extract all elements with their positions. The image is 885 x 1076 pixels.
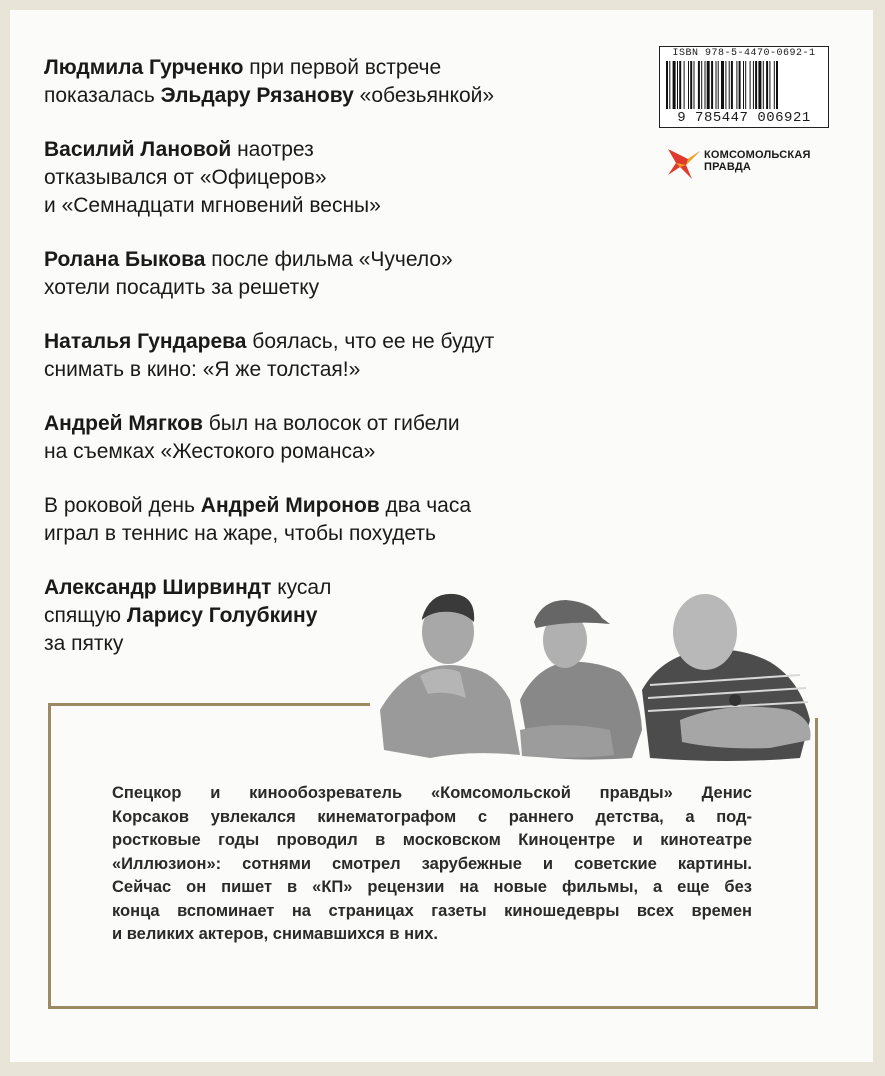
author-bio [112, 782, 752, 947]
barcode-bar [690, 61, 692, 109]
person-name: Ролана Быкова [44, 248, 206, 271]
barcode-bar [725, 61, 726, 109]
fact-line [44, 246, 604, 274]
barcode-bar [763, 61, 764, 109]
fact-text: на съемках «Жестокого романса» [44, 440, 376, 463]
bio-line: Сейчас он пишет в «КП» рецензии на новые фильмы, а еще без [112, 878, 752, 896]
fact-text: «обезьянкой» [353, 84, 495, 107]
fact-line [44, 274, 604, 302]
fact-line [44, 356, 604, 384]
bio-line: «Иллюзион»: сотнями смотрел зарубежные и советские картины. [112, 854, 752, 873]
fact-text: В роковой день [44, 494, 201, 517]
barcode-bar [701, 61, 702, 109]
barcode-bar [739, 61, 741, 109]
fact-item [44, 410, 604, 466]
barcode-bar [736, 61, 737, 109]
fact-text: был на волосок от гибели [202, 412, 460, 435]
barcode-bar [731, 61, 733, 109]
barcode-bar [774, 61, 775, 109]
bio-line: и великих актеров, снимавшихся в них. [112, 925, 439, 943]
actors-photo [370, 580, 820, 780]
bio-line: ростковые годы проводил в московском Киноцентре и кинотеатре [112, 831, 752, 849]
fact-item [44, 54, 604, 110]
fact-text: боялась, что ее не будут [246, 330, 495, 353]
fact-line [44, 520, 604, 548]
fact-line [44, 410, 604, 438]
barcode-bar [707, 61, 710, 109]
fact-item [44, 328, 604, 384]
logo-line1: КОМСОМОЛЬСКАЯ [704, 149, 811, 161]
fact-text: спящую [44, 604, 127, 627]
barcode-bar [673, 61, 676, 109]
fact-text: два часа [379, 494, 472, 517]
person-name: Василий Лановой [44, 138, 232, 161]
fact-text: показалась [44, 84, 161, 107]
fact-line [44, 328, 604, 356]
fact-line [44, 164, 604, 192]
barcode-bar [666, 61, 668, 109]
logo-text [704, 149, 811, 173]
barcode-bar [718, 61, 719, 109]
barcode-bar [688, 61, 689, 109]
kp-star-icon [666, 145, 702, 181]
fact-item [44, 246, 604, 302]
barcode-bar [753, 61, 754, 109]
fact-text: кусал [271, 576, 332, 599]
barcode-bar [716, 61, 717, 109]
person-name: Александр Ширвиндт [44, 576, 272, 599]
barcode-bar [705, 61, 706, 109]
barcode-bar [729, 61, 730, 109]
fact-text: наотрез [231, 138, 314, 161]
publisher-logo [666, 143, 826, 183]
barcode-bar [750, 61, 751, 109]
barcode-bar [743, 61, 744, 109]
fact-item [44, 136, 604, 220]
barcode-bar [755, 61, 757, 109]
bio-line: Спецкор и кинообозреватель «Комсомольской правды» Денис [112, 784, 752, 802]
person-name: Андрей Миронов [200, 494, 380, 517]
person-name: Людмила Гурченко [44, 56, 244, 79]
barcode-bar [698, 61, 700, 109]
fact-line [44, 438, 604, 466]
fact-text: и «Семнадцати мгновений весны» [44, 194, 381, 217]
person-name: Андрей Мягков [44, 412, 203, 435]
actor-left [380, 594, 520, 758]
fact-item [44, 492, 604, 548]
person-name: Ларису Голубкину [126, 604, 318, 627]
actor-right [642, 594, 811, 761]
fact-text: за пятку [44, 632, 124, 655]
bio-line: конца вспоминает на страницах газеты киношедевры всех времен [112, 901, 752, 920]
barcode-bar [766, 61, 768, 109]
fact-text: после фильма «Чучело» [205, 248, 453, 271]
isbn-barcode [659, 46, 829, 128]
fact-line [44, 136, 604, 164]
barcode-bar [745, 61, 746, 109]
barcode-bar [769, 61, 770, 109]
barcode-bar [776, 61, 778, 109]
barcode-bar [758, 61, 761, 109]
barcode-bar [677, 61, 678, 109]
fact-text: хотели посадить за решетку [44, 276, 320, 299]
isbn-top-text: ISBN 978-5-4470-0692-1 [672, 48, 816, 59]
barcode-bar [669, 61, 670, 109]
fact-line [44, 192, 604, 220]
barcode-bar [679, 61, 681, 109]
barcode-bar [694, 61, 695, 109]
bio-line: Корсаков увлекался кинематографом с раннего детства, а под- [112, 807, 752, 826]
barcode-bars [666, 61, 822, 109]
fact-text: при первой встрече [243, 56, 442, 79]
barcode-bar [711, 61, 713, 109]
fact-text: отказывался от «Офицеров» [44, 166, 327, 189]
fact-text: снимать в кино: «Я же толстая!» [44, 358, 361, 381]
barcode-bar [721, 61, 724, 109]
fact-text: играл в теннис на жаре, чтобы похудеть [44, 522, 436, 545]
person-name: Эльдару Рязанову [160, 84, 354, 107]
actor-middle [520, 600, 642, 760]
isbn-number: 9 785447 006921 [677, 110, 811, 126]
fact-line [44, 54, 604, 82]
barcode-bar [684, 61, 685, 109]
person-name: Наталья Гундарева [44, 330, 247, 353]
logo-line2: ПРАВДА [704, 161, 751, 173]
fact-line [44, 82, 604, 110]
fact-line [44, 492, 604, 520]
